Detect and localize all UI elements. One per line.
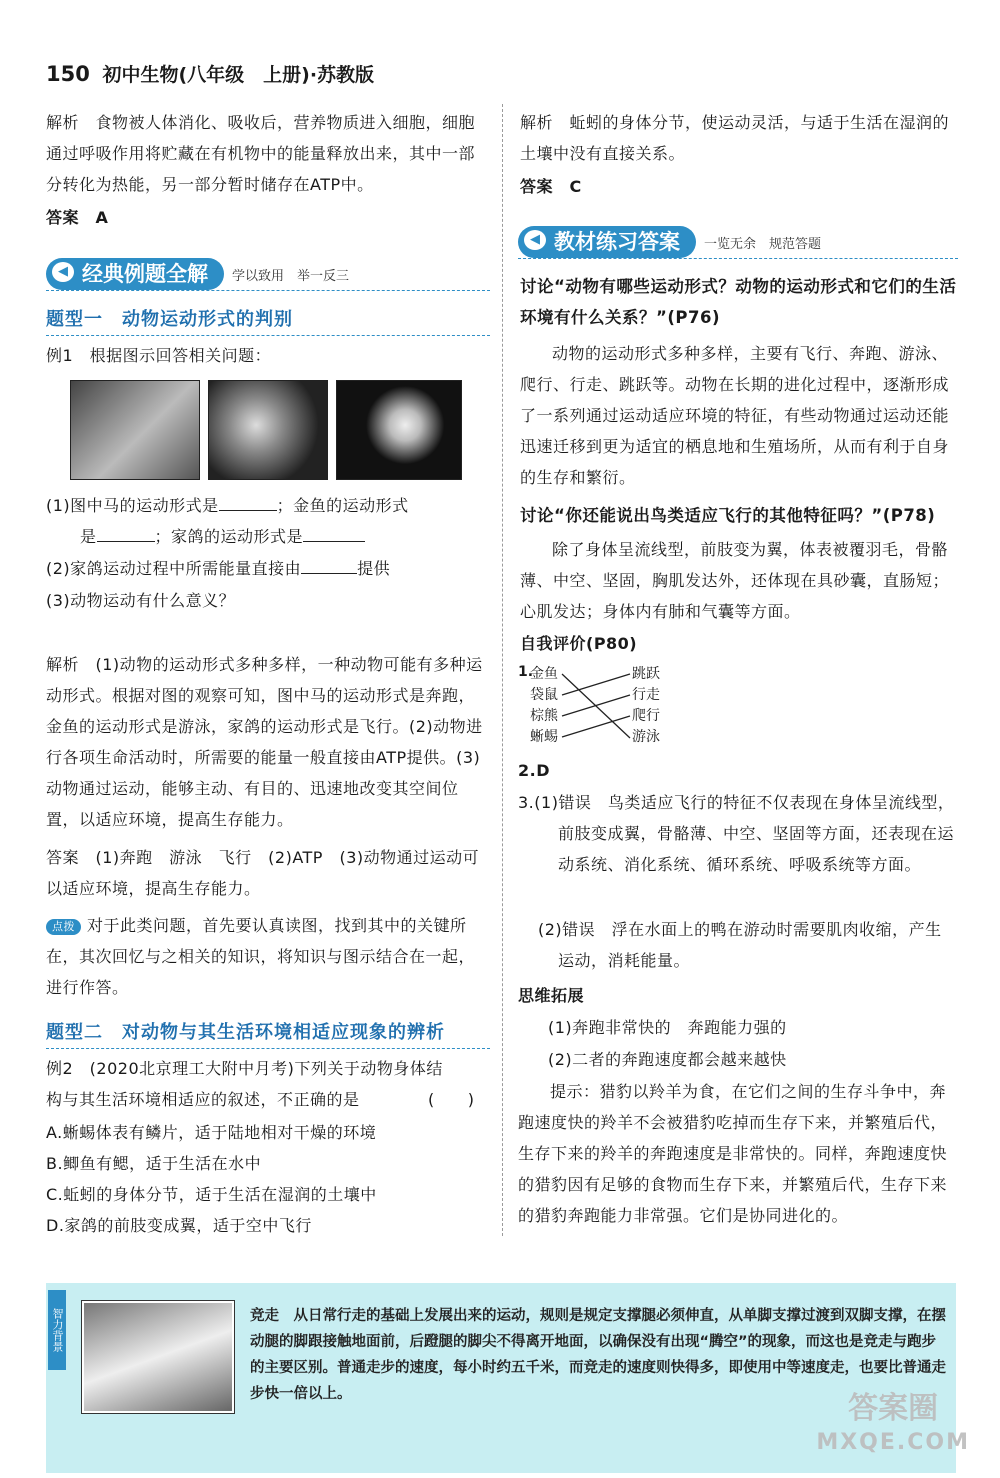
type-one-title: 题型一 动物运动形式的判别 <box>46 309 293 330</box>
match-right-column <box>632 664 660 748</box>
example-1-answer: 答案 (1)奔跑 游泳 飞行 (2)ATP (3)动物通过运动可以适应环境，提高生存能力。 <box>46 848 480 898</box>
item-3-part-2: (2)错误 浮在水面上的鸭在游动时需要肌肉收缩，产生运动，消耗能量。 <box>538 920 942 970</box>
pigeon-photo <box>336 380 462 480</box>
watermark <box>816 1392 970 1460</box>
match-line <box>562 695 630 716</box>
discussion-1-title: 讨论“动物有哪些运动形式？动物的运动形式和它们的生活环境有什么关系？”(P76) <box>520 277 957 327</box>
item-2-answer: 2.D <box>518 761 550 780</box>
match-left-item: 蜥蜴 <box>530 729 558 745</box>
example-1-analysis: 解析 (1)动物的运动形式多种多样，一种动物可能有多种运动形式。根据对图的观察可知，图中马的运动形式是奔跑，金鱼的运动形式是游泳，家鸽的运动形式是飞行。(2)动物进行各项生命活动时，所需要的能量一般直接由ATP提供。(3)动物通过运动，能够主动、有目的、迅速地改变其空间位置，以适应环境，提高生存能力。 <box>46 655 483 829</box>
type-two-title: 题型二 对动物与其生活环境相适应现象的辨析 <box>46 1022 445 1043</box>
match-right-item: 爬行 <box>632 708 660 724</box>
thinking-answer-1: (1)奔跑非常快的 奔跑能力强的 <box>548 1018 787 1037</box>
type-two-rule <box>46 1048 490 1049</box>
tip-text: 对于此类问题，首先要认真读图，找到其中的关键所在，其次回忆与之相关的知识，将知识与图示结合在一起，进行作答。 <box>46 916 476 997</box>
left-analysis-0: 解析 食物被人体消化、吸收后，营养物质进入细胞，细胞通过呼吸作用将贮藏在有机物中的能量释放出来，其中一部分转化为热能，另一部分暂时储存在ATP中。 <box>46 113 476 194</box>
megaphone-icon: ◀ <box>524 230 546 250</box>
match-number: 1. <box>518 664 534 680</box>
left-answer-0: 答案 A <box>46 208 109 227</box>
match-right-item: 行走 <box>632 687 660 703</box>
example-2-answer-paren: ( ) <box>428 1090 475 1109</box>
discussion-2-body: 除了身体呈流线型，前肢变为翼，体表被覆羽毛，骨骼薄、中空、坚固，胸肌发达外，还体现在具砂囊，直肠短；心肌发达；身体内有肺和气囊等方面。 <box>520 540 950 621</box>
option-c: C.蚯蚓的身体分节，适于生活在湿润的土壤中 <box>46 1185 377 1204</box>
matching-lines <box>560 664 634 752</box>
example-1-question-3: (3)动物运动有什么意义？ <box>46 591 236 610</box>
textbook-answers-banner <box>518 226 958 259</box>
q2-part-b: 提供 <box>357 559 391 578</box>
match-left-column <box>530 664 558 748</box>
thinking-hint: 提示：猎豹以羚羊为食，在它们之间的生存斗争中，奔跑速度快的羚羊不会被猎豹吃掉而生存下来，并繁殖后代，生存下来的羚羊的奔跑速度是非常快的。同样，奔跑速度快的猎豹因有足够的食物而生存下来，并繁殖后代，生存下来的猎豹奔跑能力非常强。它们是协同进化的。 <box>518 1082 948 1225</box>
background-knowledge-tag: 智力背景 <box>48 1290 66 1370</box>
banner-subtitle: 一览无余 规范答题 <box>704 236 822 252</box>
megaphone-icon: ◀ <box>52 262 74 282</box>
option-a: A.蜥蜴体表有鳞片，适于陆地相对干燥的环境 <box>46 1123 377 1142</box>
page-header <box>46 60 374 87</box>
q1-part-d: ；家鸽的运动形式是 <box>154 527 304 546</box>
type-two-heading <box>46 1018 490 1049</box>
example-1-question-1 <box>46 490 490 552</box>
example-2-stem: 例2 (2020北京理工大附中月考)下列关于动物身体结构与其生活环境相适应的叙述，不正确的是 <box>46 1059 443 1109</box>
tip-badge: 点拨 <box>46 919 81 935</box>
discussion-2-title: 讨论“你还能说出鸟类适应飞行的其他特征吗？”(P78) <box>520 506 936 525</box>
blank-energy[interactable] <box>301 573 357 574</box>
match-left-item: 棕熊 <box>530 708 558 724</box>
tip-block <box>46 910 486 1003</box>
match-left-item: 袋鼠 <box>530 687 558 703</box>
right-answer-0: 答案 C <box>520 177 582 196</box>
item-3-part-1: 3.(1)错误 鸟类适应飞行的特征不仅表现在身体呈流线型，前肢变成翼，骨骼薄、中空、坚固等方面，还表现在运动系统、消化系统、循环系统、呼吸系统等方面。 <box>518 793 955 874</box>
blank-pigeon[interactable] <box>303 541 365 542</box>
thinking-answer-2: (2)二者的奔跑速度都会越来越快 <box>548 1050 787 1069</box>
blank-horse[interactable] <box>219 510 277 511</box>
q1-part-a: (1)图中马的运动形式是 <box>46 496 219 515</box>
match-right-item: 跳跃 <box>632 666 660 682</box>
match-line <box>562 674 630 695</box>
example-2-options <box>46 1117 490 1241</box>
q1-part-c: 是 <box>80 527 97 546</box>
page-number: 150 <box>46 62 90 86</box>
horse-photo <box>70 380 200 480</box>
discussion-1-body: 动物的运动形式多种多样，主要有飞行、奔跑、游泳、爬行、行走、跳跃等。动物在长期的进化过程中，逐渐形成了一系列通过运动适应环境的特征，有些动物通过运动还能迅速迁移到更为适宜的栖息地和生殖场所，从而有利于自身的生存和繁衍。 <box>520 344 950 487</box>
banner-rule <box>518 258 958 259</box>
match-line <box>562 716 630 737</box>
option-d: D.家鸽的前肢变成翼，适于空中飞行 <box>46 1216 312 1235</box>
self-evaluation-title: 自我评价(P80) <box>520 634 638 653</box>
option-b: B.鲫鱼有鳃，适于生活在水中 <box>46 1154 262 1173</box>
right-analysis-0: 解析 蚯蚓的身体分节，使运动灵活，与适于生活在湿润的土壤中没有直接关系。 <box>520 113 950 163</box>
goldfish-photo <box>208 380 328 480</box>
match-left-item: 金鱼 <box>530 666 558 682</box>
type-one-heading <box>46 305 490 336</box>
watermark-line-1: 答案圈 <box>848 1391 939 1426</box>
blank-goldfish[interactable] <box>97 541 155 542</box>
banner-rule <box>46 290 490 291</box>
classic-examples-banner <box>46 258 490 291</box>
banner-title: 教材练习答案 <box>554 230 680 254</box>
q2-part-a: (2)家鸽运动过程中所需能量直接由 <box>46 559 302 578</box>
book-title: 初中生物(八年级 上册)·苏教版 <box>102 64 375 86</box>
column-divider <box>502 104 503 1236</box>
example-1-question-2 <box>46 553 390 584</box>
q1-part-b: ；金鱼的运动形式 <box>276 496 409 515</box>
watermark-line-2: MXQE.COM <box>816 1430 970 1455</box>
background-knowledge-text: 竞走 从日常行走的基础上发展出来的运动，规则是规定支撑腿必须伸直，从单脚支撑过渡到双脚支撑，在摆动腿的脚跟接触地面前，后蹬腿的脚尖不得离开地面，以确保没有出现“腾空”的现象，而这也是竞走与跑步的主要区别。普通走步的速度，每小时约五千米，而竞走的速度则快得多，即使用中等速度走，也要比普通走步快一倍以上。 <box>250 1308 946 1402</box>
banner-subtitle: 学以致用 举一反三 <box>232 268 350 284</box>
example-1-intro: 例1 根据图示回答相关问题： <box>46 346 272 365</box>
match-right-item: 游泳 <box>632 729 660 745</box>
thinking-extension-title: 思维拓展 <box>518 986 585 1005</box>
race-walking-photo <box>82 1301 234 1413</box>
type-one-rule <box>46 335 490 336</box>
banner-title: 经典例题全解 <box>82 262 208 286</box>
